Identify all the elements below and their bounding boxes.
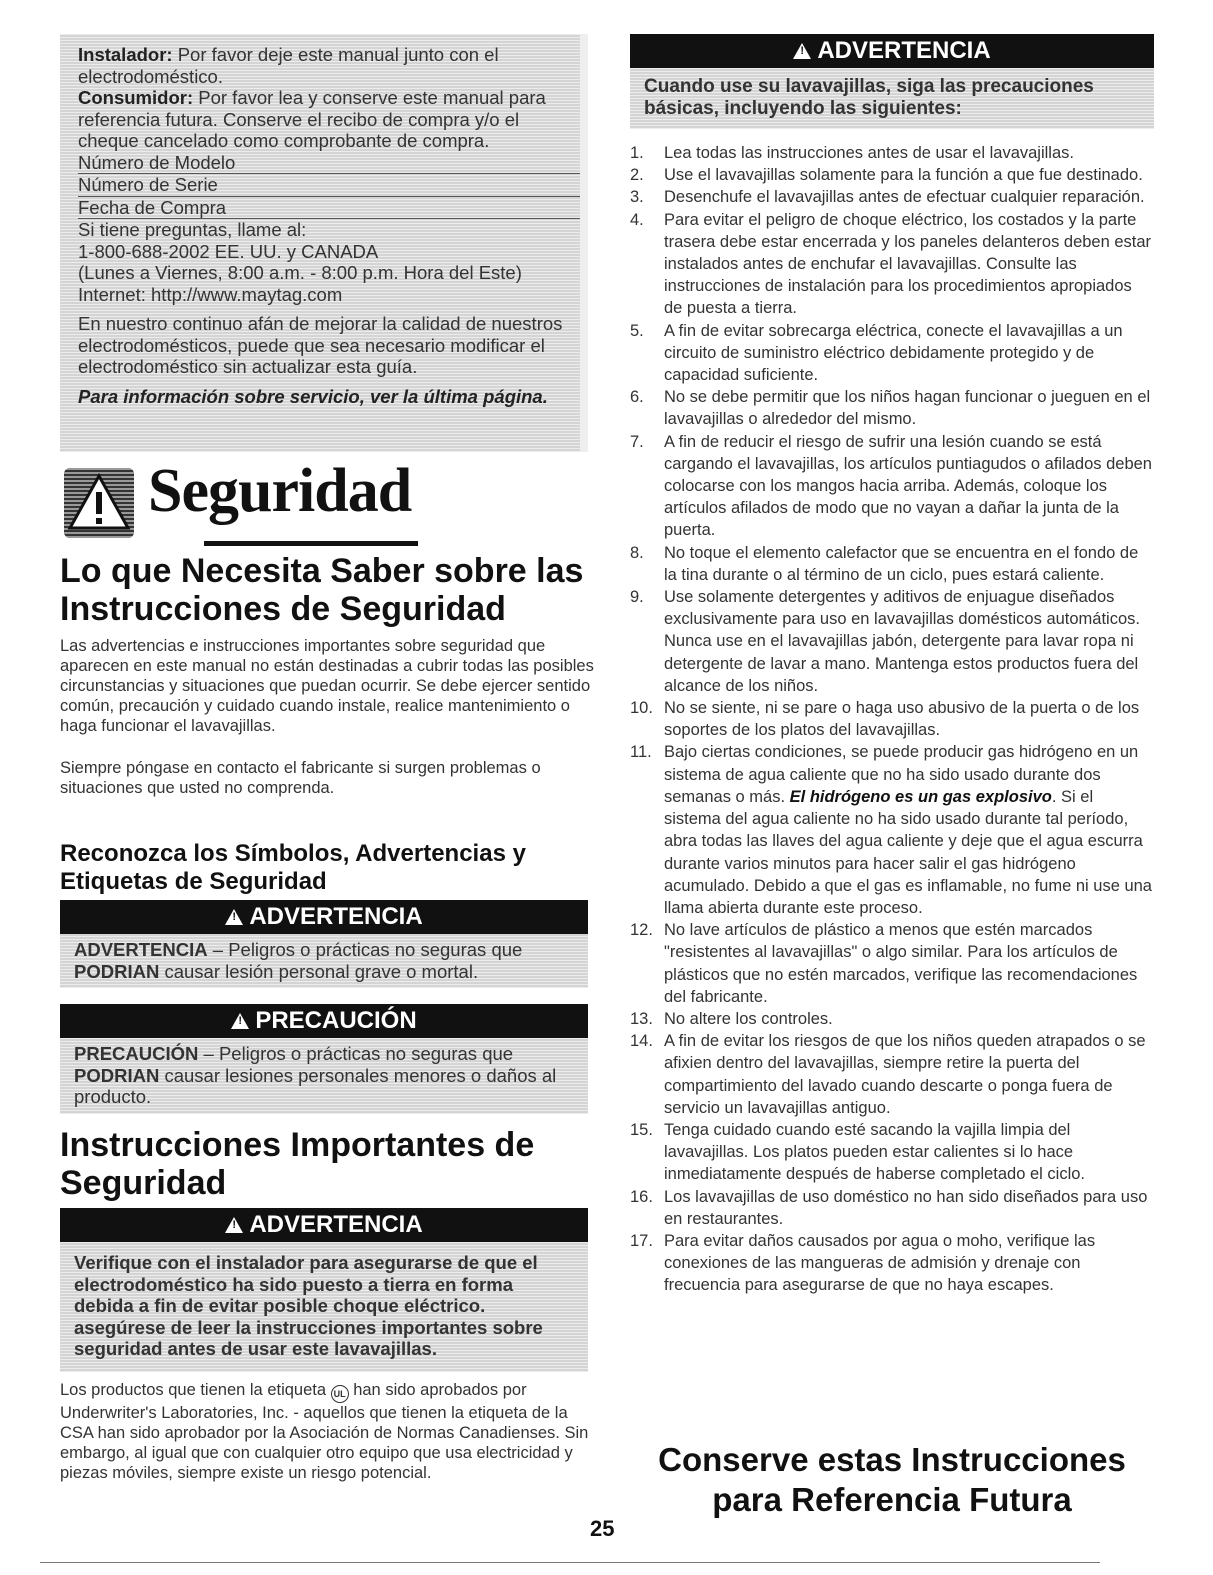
list-item: 7. A fin de reducir el riesgo de sufrir una lesión cuando se está cargando el lavavajillas, los artículos puntiagudos o afilados deben colocarse con los mangos hacia arriba. Además, coloque los artículos afilados de modo que no vayan a dañar la junta de la puerta. [630,432,1152,540]
page-number: 25 [590,1516,615,1541]
list-item: 9. Use solamente detergentes y aditivos de enjuague diseñados exclusivamente para uso en lavavajillas domésticos automáticos. Nunca use en el lavavajillas jabón, detergente para lavar ropa ni detergente de lavar a mano. Mantenga estos productos fuera del alcance de los niños. [630,588,1140,695]
installer-note: Instalador: Por favor deje este manual junto con el electrodoméstico. [78,44,499,87]
safety-instructions-list [630,142,1154,1297]
list-item: 2. Use el lavavajillas solamente para la función a que fue destinado. [630,166,1143,185]
contact-paragraph: Siempre póngase en contacto el fabricante si surgen problemas o situaciones que usted no comprenda. [60,759,541,797]
caution-definition: PRECAUCIÓN – Peligros o prácticas no seguras que PODRIAN causar lesiones personales menores o daños al producto. [60,1038,588,1114]
internet-link[interactable]: Internet: http://www.maytag.com [78,283,343,305]
intro-paragraph: Las advertencias e instrucciones importantes sobre seguridad que aparecen en este manual no están destinadas a cubrir todas las posibles circunstancias y situaciones que puedan ocurrir. Se debe ejercer sentido común, precaución y cuidado cuando instale, realice mantenimiento o haga funcionar el lavavajillas. [60,637,594,735]
safety-header [60,457,596,552]
caution-banner: !PRECAUCIÓN [60,1004,588,1038]
list-item: 8. No toque el elemento calefactor que se encuentra en el fondo de la tina durante o al término de un ciclo, pues estará caliente. [630,543,1139,584]
questions-text: Si tiene preguntas, llame al: [78,219,307,240]
keep-instructions-heading: Conserve estas Instrucciones para Referencia Futura [658,1441,1126,1518]
improvement-note: En nuestro continuo afán de mejorar la calidad de nuestros electrodomésticos, puede que sea necesario modificar el electrodoméstico sin actualizar esta guía. [78,313,563,377]
consumer-note: Consumidor: Por favor lea y conserve este manual para referencia futura. Conserve el recibo de compra y/o el cheque cancelado como comprobante de compra. [78,87,546,151]
purchase-date-field: Fecha de Compra [78,197,580,220]
precautions-warning-box [630,34,1154,129]
alert-triangle-icon [225,909,243,925]
alert-triangle-icon [231,1013,249,1029]
info-box [60,34,588,452]
service-note: Para información sobre servicio, ver la última página. [78,385,548,407]
list-item: 14. A fin de evitar los riesgos de que los niños queden atrapados o se afixien dentro del lavavajillas, siempre retire la puerta del compartimiento del lavado cuando descarte o ponga fuera de servicio un lavavajillas antiguo. [630,1032,1146,1117]
warning-banner: !ADVERTENCIA [60,1208,588,1242]
alert-triangle-icon [225,1217,243,1233]
list-item: 3. Desenchufe el lavavajillas antes de efectuar cualquier reparación. [630,188,1145,207]
list-item: 6. No se debe permitir que los niños hagan funcionar o jueguen en el lavavajillas o alrededor del mismo. [630,388,1151,429]
safety-title: Seguridad [148,457,412,525]
warning-definition-box [60,900,588,988]
alert-triangle-icon [793,43,811,59]
hours-text: (Lunes a Viernes, 8:00 a.m. - 8:00 p.m. Hora del Este) [78,262,522,283]
ul-listed-icon: UL [331,1385,349,1403]
heading-safety-instructions: Lo que Necesita Saber sobre las Instrucciones de Seguridad [60,552,584,628]
grounding-warning-text: Verifique con el instalador para asegurarse de que el electrodoméstico ha sido puesto a tierra en forma debida a fin de evitar posible choque eléctrico. asegúrese de leer la instrucciones importantes sobre seguridad antes de usar este lavavajillas. [60,1242,588,1372]
list-item: 15. Tenga cuidado cuando esté sacando la vajilla limpia del lavavajillas. Los platos pueden estar calientes si lo hace inmediatamente después de haberse completado el ciclo. [630,1120,1086,1184]
phone-number: 1-800-688-2002 EE. UU. y CANADA [78,240,379,262]
list-item: 1. Lea todas las instrucciones antes de usar el lavavajillas. [630,144,1074,162]
list-item: 16. Los lavavajillas de uso doméstico no han sido diseñados para uso en restaurantes. [630,1187,1148,1228]
title-underline [204,541,418,546]
list-item: 10. No se siente, ni se pare o haga uso abusivo de la puerta o de los soportes de los platos del lavavajillas. [630,699,1140,740]
serial-number-field: Número de Serie [78,174,580,197]
list-item: 4. Para evitar el peligro de choque eléctrico, los costados y la parte trasera debe estar encerrada y los paneles delanteros deben estar instalados antes de enchufar el lavavajillas. Consulte las instrucciones de instalación para los procedimientos apropiados de puesta a tierra. [630,210,1152,318]
precautions-intro: Cuando use su lavavajillas, siga las precauciones básicas, incluyendo las siguientes: [630,68,1154,129]
heading-important-instructions: Instrucciones Importantes de Seguridad [60,1126,535,1202]
list-item: 11. Bajo ciertas condiciones, se puede producir gas hidrógeno en un sistema de agua caliente que no ha sido usado durante dos semanas o más. El hidrógeno es un gas explosivo. Si el sistema del agua caliente no ha sido usado durante tal período, abra todas las llaves del agua caliente y deje que el agua escurra durante varios minutos para hacer salir el gas hidrógeno acumulado. Debido a que el gas es inflamable, no fume ni use una llama abierta durante este proceso. [630,743,1152,917]
list-item: 17. Para evitar daños causados por agua o moho, verifique las conexiones de las mangueras de admisión y drenaje con frecuencia para asegurarse de que no haya escapes. [630,1231,1096,1295]
model-number-field: Número de Modelo [78,152,580,175]
list-item: 5. A fin de evitar sobrecarga eléctrica, conecte el lavavajillas a un circuito de suministro eléctrico debidamente protegido y de capacidad suficiente. [630,321,1123,385]
list-item: 12. No lave artículos de plástico a menos que estén marcados "resistentes al lavavajillas" o algo similar. Para los artículos de plásticos que no estén marcados, verifique las recomendaciones del fabricante. [630,921,1138,1006]
grounding-warning-box [60,1208,588,1372]
warning-banner: !ADVERTENCIA [630,34,1154,68]
heading-symbols: Reconozca los Símbolos, Advertencias y Etiquetas de Seguridad [60,840,526,895]
ul-paragraph: Los productos que tienen la etiqueta UL han sido aprobados por Underwriter's Laboratories, Inc. - aquellos que tienen la etiqueta de la CSA han sido aprobador por la Asociación de Normas Canadienses. Sin embargo, al igual que con cualquier otro equipo que usa electricidad y piezas móviles, siempre existe un riesgo potencial. [60,1381,589,1482]
list-item: 13. No altere los controles. [630,1009,833,1028]
warning-banner: !ADVERTENCIA [60,900,588,934]
footer-rule [40,1562,1100,1563]
warning-icon [64,468,134,538]
caution-definition-box [60,1004,588,1114]
warning-definition: ADVERTENCIA – Peligros o prácticas no seguras que PODRIAN causar lesión personal grave o mortal. [60,934,588,988]
